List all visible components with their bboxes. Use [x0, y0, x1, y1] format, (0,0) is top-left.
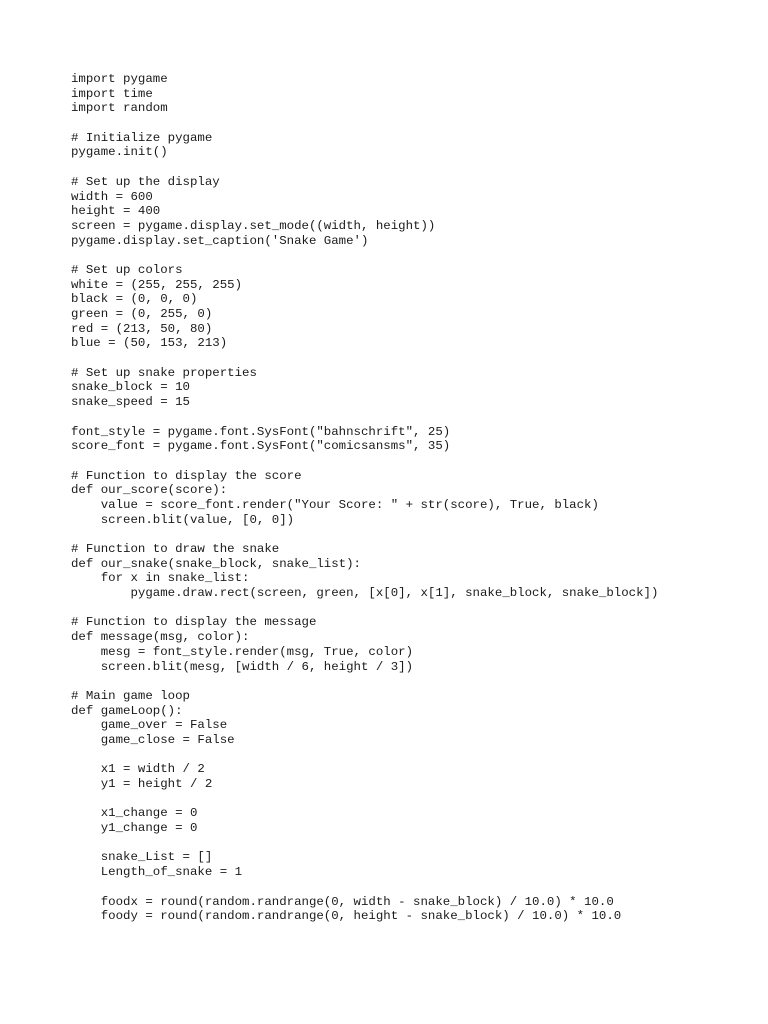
blank-line — [71, 674, 751, 689]
code-line: snake_block = 10 — [71, 380, 190, 395]
blank-line — [71, 160, 751, 175]
code-line: score_font = pygame.font.SysFont("comicsansms", 35) — [71, 439, 451, 454]
code-line: # Main game loop — [71, 688, 190, 703]
code-line: def our_snake(snake_block, snake_list): — [71, 556, 361, 571]
code-line: # Set up the display — [71, 174, 220, 189]
code-line: for x in snake_list: — [71, 571, 250, 586]
blank-line — [71, 880, 751, 895]
blank-line — [71, 527, 751, 542]
code-line: snake_List = [] — [71, 850, 213, 865]
code-line: import pygame — [71, 72, 168, 86]
code-line: def our_score(score): — [71, 483, 228, 498]
code-line: # Set up snake properties — [71, 365, 257, 380]
code-line: x1_change = 0 — [71, 806, 198, 821]
code-line: x1 = width / 2 — [71, 762, 205, 777]
blank-line — [71, 351, 751, 366]
code-line: height = 400 — [71, 204, 161, 219]
code-line: # Function to display the score — [71, 468, 302, 483]
code-line: green = (0, 255, 0) — [71, 307, 213, 321]
code-block — [71, 72, 751, 924]
code-line: foodx = round(random.randrange(0, width - snake_block) / 10.0) * 10.0 — [71, 894, 614, 909]
code-line: # Function to display the message — [71, 615, 317, 630]
code-line: screen = pygame.display.set_mode((width, height)) — [71, 218, 436, 233]
code-line: # Function to draw the snake — [71, 542, 280, 556]
code-line: def message(msg, color): — [71, 630, 250, 645]
code-line: value = score_font.render("Your Score: " + str(score), True, black) — [71, 497, 599, 512]
code-line: screen.blit(value, [0, 0]) — [71, 512, 295, 527]
code-line: import time — [71, 86, 153, 101]
code-line: y1_change = 0 — [71, 821, 198, 836]
code-line: snake_speed = 15 — [71, 395, 190, 410]
code-line: pygame.display.set_caption('Snake Game') — [71, 233, 369, 248]
blank-line — [71, 836, 751, 851]
blank-line — [71, 748, 751, 763]
code-line: game_over = False — [71, 718, 228, 733]
code-line: red = (213, 50, 80) — [71, 321, 213, 336]
blank-line — [71, 116, 751, 131]
code-line: y1 = height / 2 — [71, 777, 213, 791]
code-line: screen.blit(mesg, [width / 6, height / 3]) — [71, 659, 414, 674]
blank-line — [71, 410, 751, 425]
blank-line — [71, 454, 751, 469]
blank-line — [71, 792, 751, 807]
code-line: blue = (50, 153, 213) — [71, 336, 228, 351]
code-line: pygame.init() — [71, 145, 168, 160]
code-line: import random — [71, 101, 168, 116]
code-line: Length_of_snake = 1 — [71, 865, 243, 880]
code-line: def gameLoop(): — [71, 703, 183, 718]
code-line: width = 600 — [71, 189, 153, 204]
code-line: font_style = pygame.font.SysFont("bahnschrift", 25) — [71, 424, 451, 439]
code-line: black = (0, 0, 0) — [71, 292, 198, 307]
code-line: # Set up colors — [71, 262, 183, 277]
blank-line — [71, 248, 751, 263]
code-line: game_close = False — [71, 732, 235, 747]
blank-line — [71, 601, 751, 616]
code-line: # Initialize pygame — [71, 130, 213, 145]
code-line: pygame.draw.rect(screen, green, [x[0], x[1], snake_block, snake_block]) — [71, 586, 659, 601]
code-line: foody = round(random.randrange(0, height - snake_block) / 10.0) * 10.0 — [71, 909, 622, 924]
code-line: mesg = font_style.render(msg, True, color) — [71, 644, 414, 659]
code-line: white = (255, 255, 255) — [71, 277, 243, 292]
